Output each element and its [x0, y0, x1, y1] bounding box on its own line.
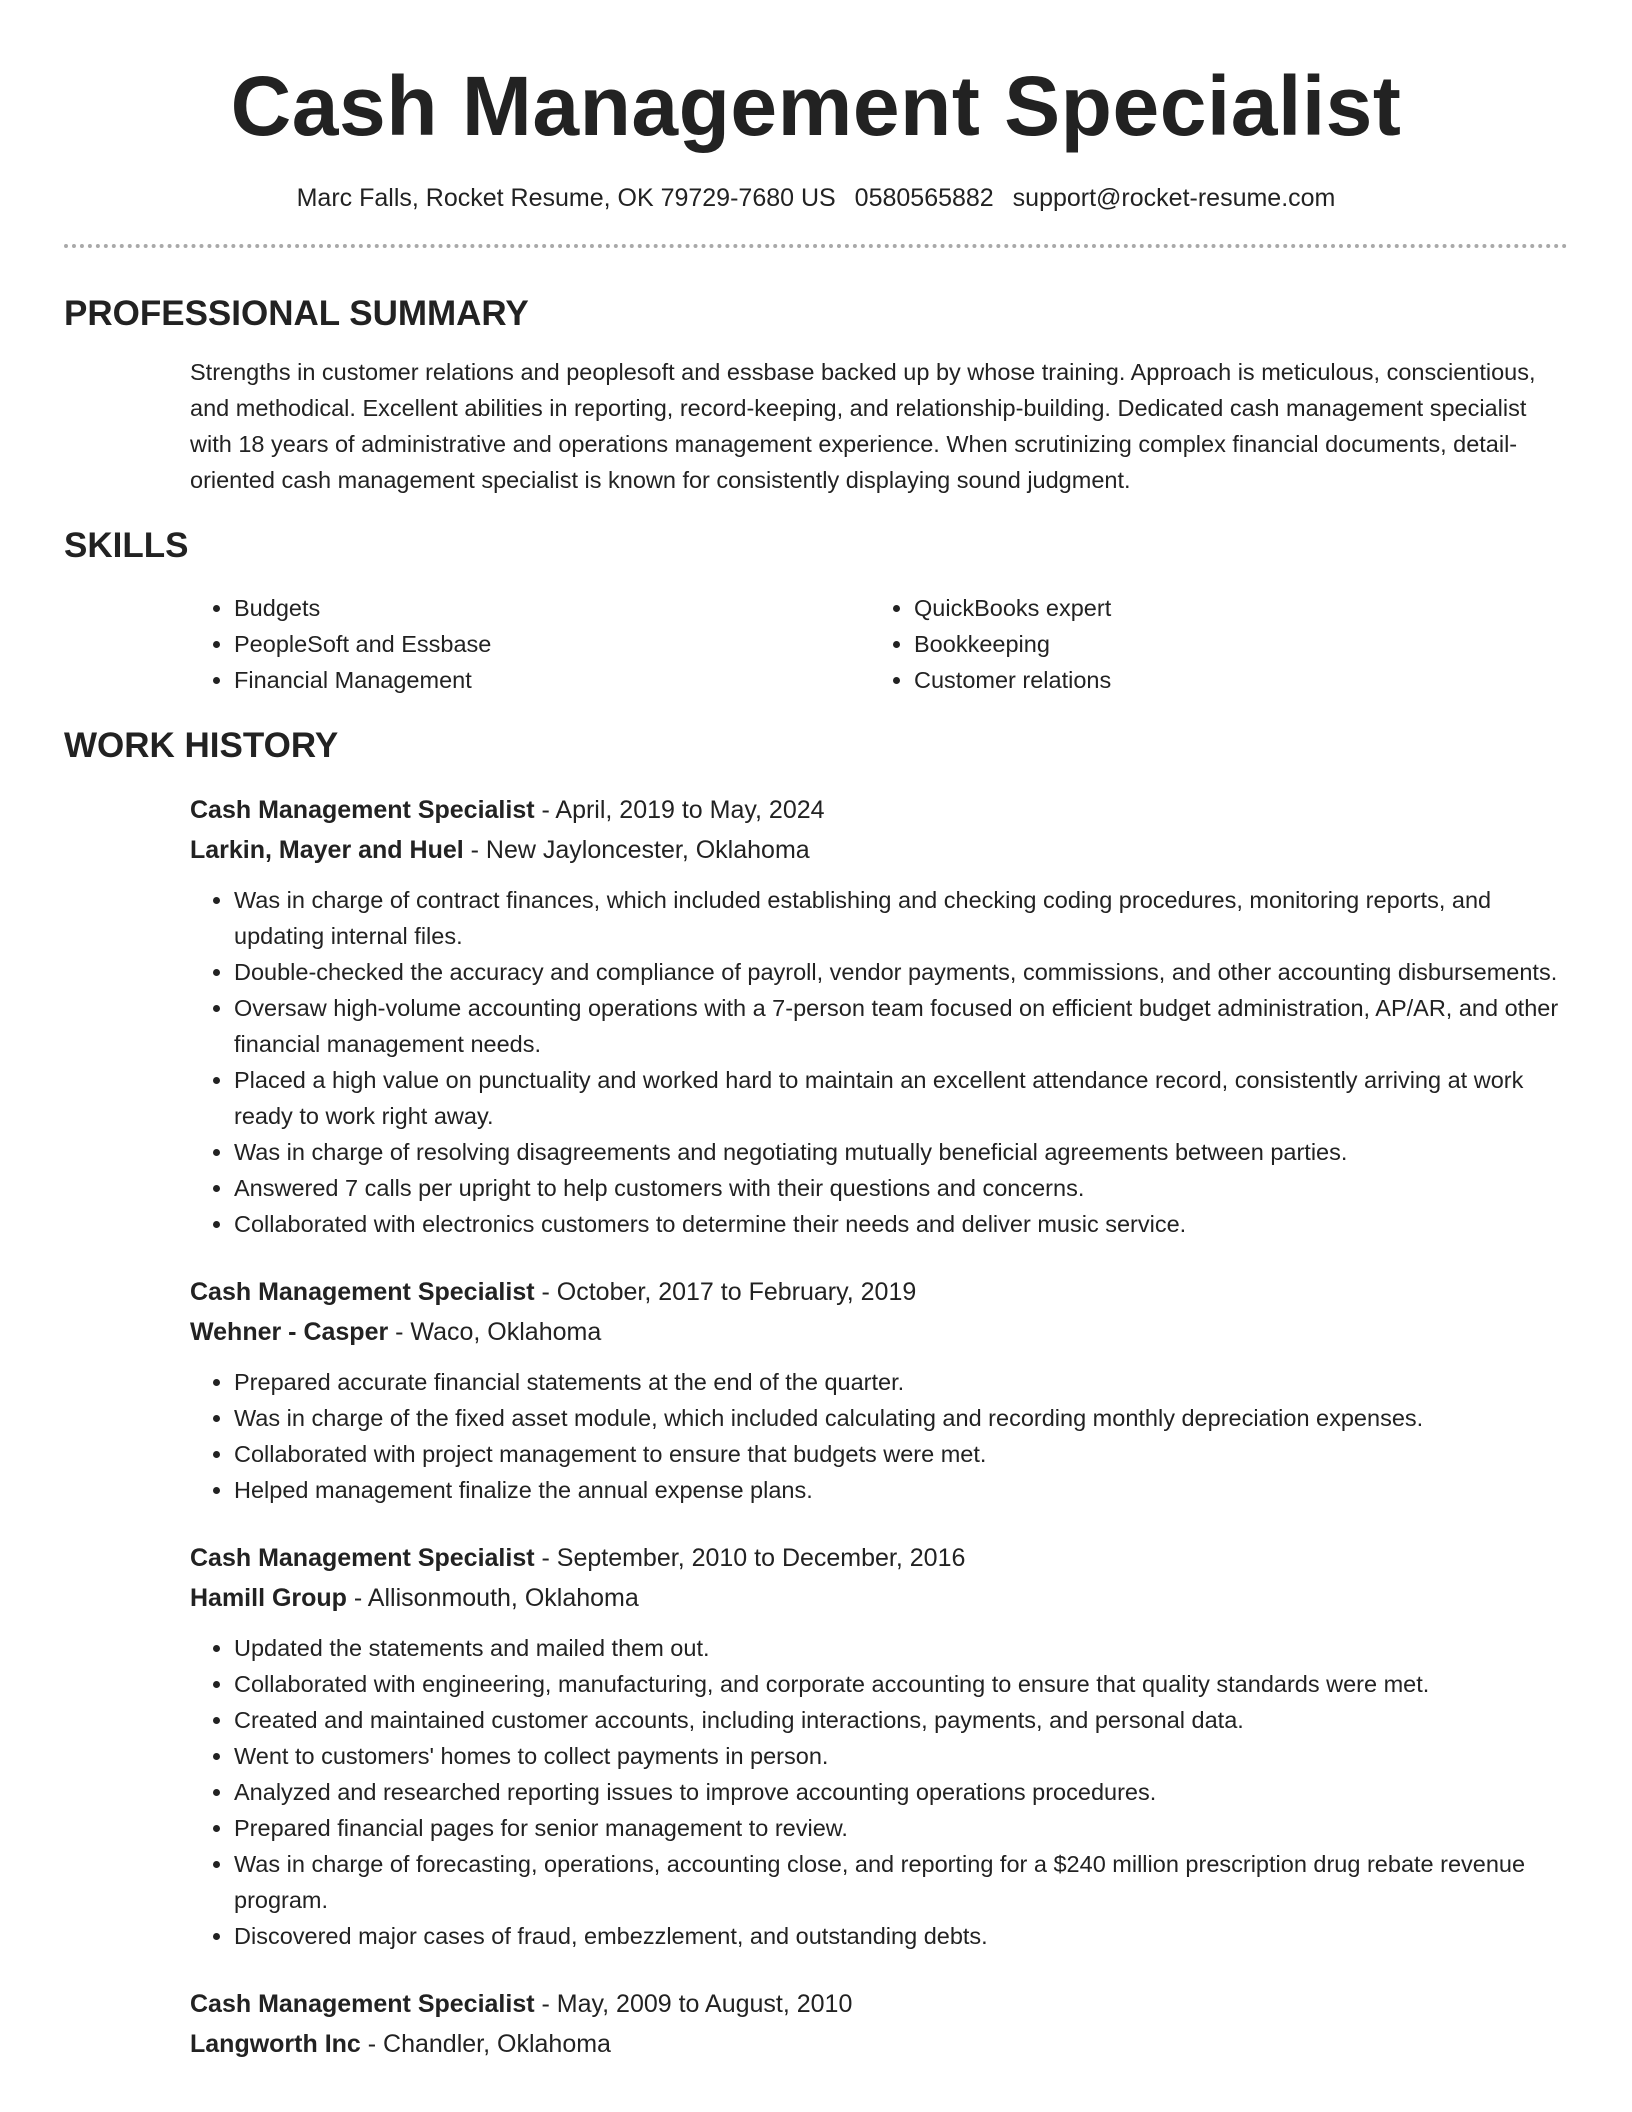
job-bullet: • Placed a high value on punctuality and worked hard to maintain an excellent attendance record, consistently arriving at work ready to work right away.	[234, 1062, 1568, 1134]
job-company: Langworth Inc	[190, 2030, 361, 2058]
job-title-line	[190, 1538, 1568, 1578]
job-bullet: • Updated the statements and mailed them out.	[234, 1630, 1568, 1666]
job-bullet: • Helped management finalize the annual expense plans.	[234, 1472, 1568, 1508]
job-location: - Allisonmouth, Oklahoma	[346, 1584, 639, 1612]
job-title: Cash Management Specialist	[190, 796, 535, 824]
skills-list	[190, 590, 1568, 698]
resume-page	[64, 0, 1568, 2112]
job-location: - Waco, Oklahoma	[388, 1318, 602, 1346]
job-bullet: • Prepared accurate financial statements at the end of the quarter.	[234, 1364, 1568, 1400]
job-bullet: • Prepared financial pages for senior management to review.	[234, 1810, 1568, 1846]
skill-item: • QuickBooks expert	[914, 590, 1550, 626]
job-dates: - April, 2019 to May, 2024	[534, 796, 825, 824]
skills-column-left	[190, 590, 870, 698]
job-bullet: • Was in charge of the fixed asset module, which included calculating and recording monthly depreciation expenses.	[234, 1400, 1568, 1436]
job-bullet: • Was in charge of contract finances, which included establishing and checking coding procedures, monitoring reports, and updating internal files.	[234, 882, 1568, 954]
job-title: Cash Management Specialist	[190, 1990, 535, 2018]
job-company-line	[190, 1312, 1568, 1352]
skill-item: • PeopleSoft and Essbase	[234, 626, 870, 662]
job-title: Cash Management Specialist	[190, 1278, 535, 1306]
job-location: - New Jayloncester, Oklahoma	[463, 836, 810, 864]
summary-text: Strengths in customer relations and peoplesoft and essbase backed up by whose training. Approach is meticulous, conscientious, and methodical. Excellent abilities in reporting, record-keeping, and relationship-building. Dedicated cash management specialist with 18 years of administrative and operations management experience. When scrutinizing complex financial documents, detail-oriented cash management specialist is known for consistently displaying sound judgment.	[190, 359, 1536, 493]
job-bullet: • Double-checked the accuracy and compliance of payroll, vendor payments, commissions, and other accounting disbursements.	[234, 954, 1568, 990]
job-bullet: • Analyzed and researched reporting issues to improve accounting operations procedures.	[234, 1774, 1568, 1810]
job-bullet: • Oversaw high-volume accounting operations with a 7-person team focused on efficient budget administration, AP/AR, and other financial management needs.	[234, 990, 1568, 1062]
work-history-heading: WORK HISTORY	[64, 726, 339, 765]
job-bullet: • Collaborated with electronics customers to determine their needs and deliver music service.	[234, 1206, 1568, 1242]
job-company-line	[190, 1578, 1568, 1618]
contact-phone: 0580565882	[854, 184, 994, 212]
skill-item: • Financial Management	[234, 662, 870, 698]
job-bullets	[190, 1364, 1568, 1508]
job-title-line	[190, 1984, 1568, 2024]
skill-item: • Customer relations	[914, 662, 1550, 698]
skill-item: • Budgets	[234, 590, 870, 626]
job-bullet: • Answered 7 calls per upright to help customers with their questions and concerns.	[234, 1170, 1568, 1206]
job-company-line	[190, 830, 1568, 870]
job-title: Cash Management Specialist	[190, 1544, 535, 1572]
job-bullet: • Was in charge of resolving disagreements and negotiating mutually beneficial agreements between parties.	[234, 1134, 1568, 1170]
job-location: - Chandler, Oklahoma	[360, 2030, 611, 2058]
job-bullet: • Created and maintained customer accounts, including interactions, payments, and personal data.	[234, 1702, 1568, 1738]
job-entry	[190, 1272, 1568, 1508]
skills-column-right	[870, 590, 1550, 698]
job-dates: - May, 2009 to August, 2010	[534, 1990, 853, 2018]
skill-item: • Bookkeeping	[914, 626, 1550, 662]
summary-heading: PROFESSIONAL SUMMARY	[64, 294, 529, 333]
job-dates: - October, 2017 to February, 2019	[534, 1278, 917, 1306]
header-divider	[64, 244, 1568, 248]
job-title-line	[190, 790, 1568, 830]
job-company: Larkin, Mayer and Huel	[190, 836, 464, 864]
job-bullet: • Collaborated with project management to ensure that budgets were met.	[234, 1436, 1568, 1472]
contact-line	[64, 182, 1568, 214]
job-company: Wehner - Casper	[190, 1318, 389, 1346]
job-entry	[190, 1984, 1568, 2064]
job-title-line	[190, 1272, 1568, 1312]
job-dates: - September, 2010 to December, 2016	[534, 1544, 966, 1572]
job-bullet: • Collaborated with engineering, manufacturing, and corporate accounting to ensure that quality standards were met.	[234, 1666, 1568, 1702]
job-bullet: • Discovered major cases of fraud, embezzlement, and outstanding debts.	[234, 1918, 1568, 1954]
contact-address: Marc Falls, Rocket Resume, OK 79729-7680 US	[296, 184, 836, 212]
job-bullets	[190, 882, 1568, 1242]
job-bullet: • Was in charge of forecasting, operations, accounting close, and reporting for a $240 million prescription drug rebate revenue program.	[234, 1846, 1568, 1918]
job-company-line	[190, 2024, 1568, 2064]
job-entry	[190, 1538, 1568, 1954]
resume-title: Cash Management Specialist	[230, 59, 1402, 153]
job-bullet: • Went to customers' homes to collect payments in person.	[234, 1738, 1568, 1774]
job-company: Hamill Group	[190, 1584, 347, 1612]
job-entry	[190, 790, 1568, 1242]
skills-heading: SKILLS	[64, 526, 189, 565]
contact-email: support@rocket-resume.com	[1012, 184, 1336, 212]
job-bullets	[190, 1630, 1568, 1954]
